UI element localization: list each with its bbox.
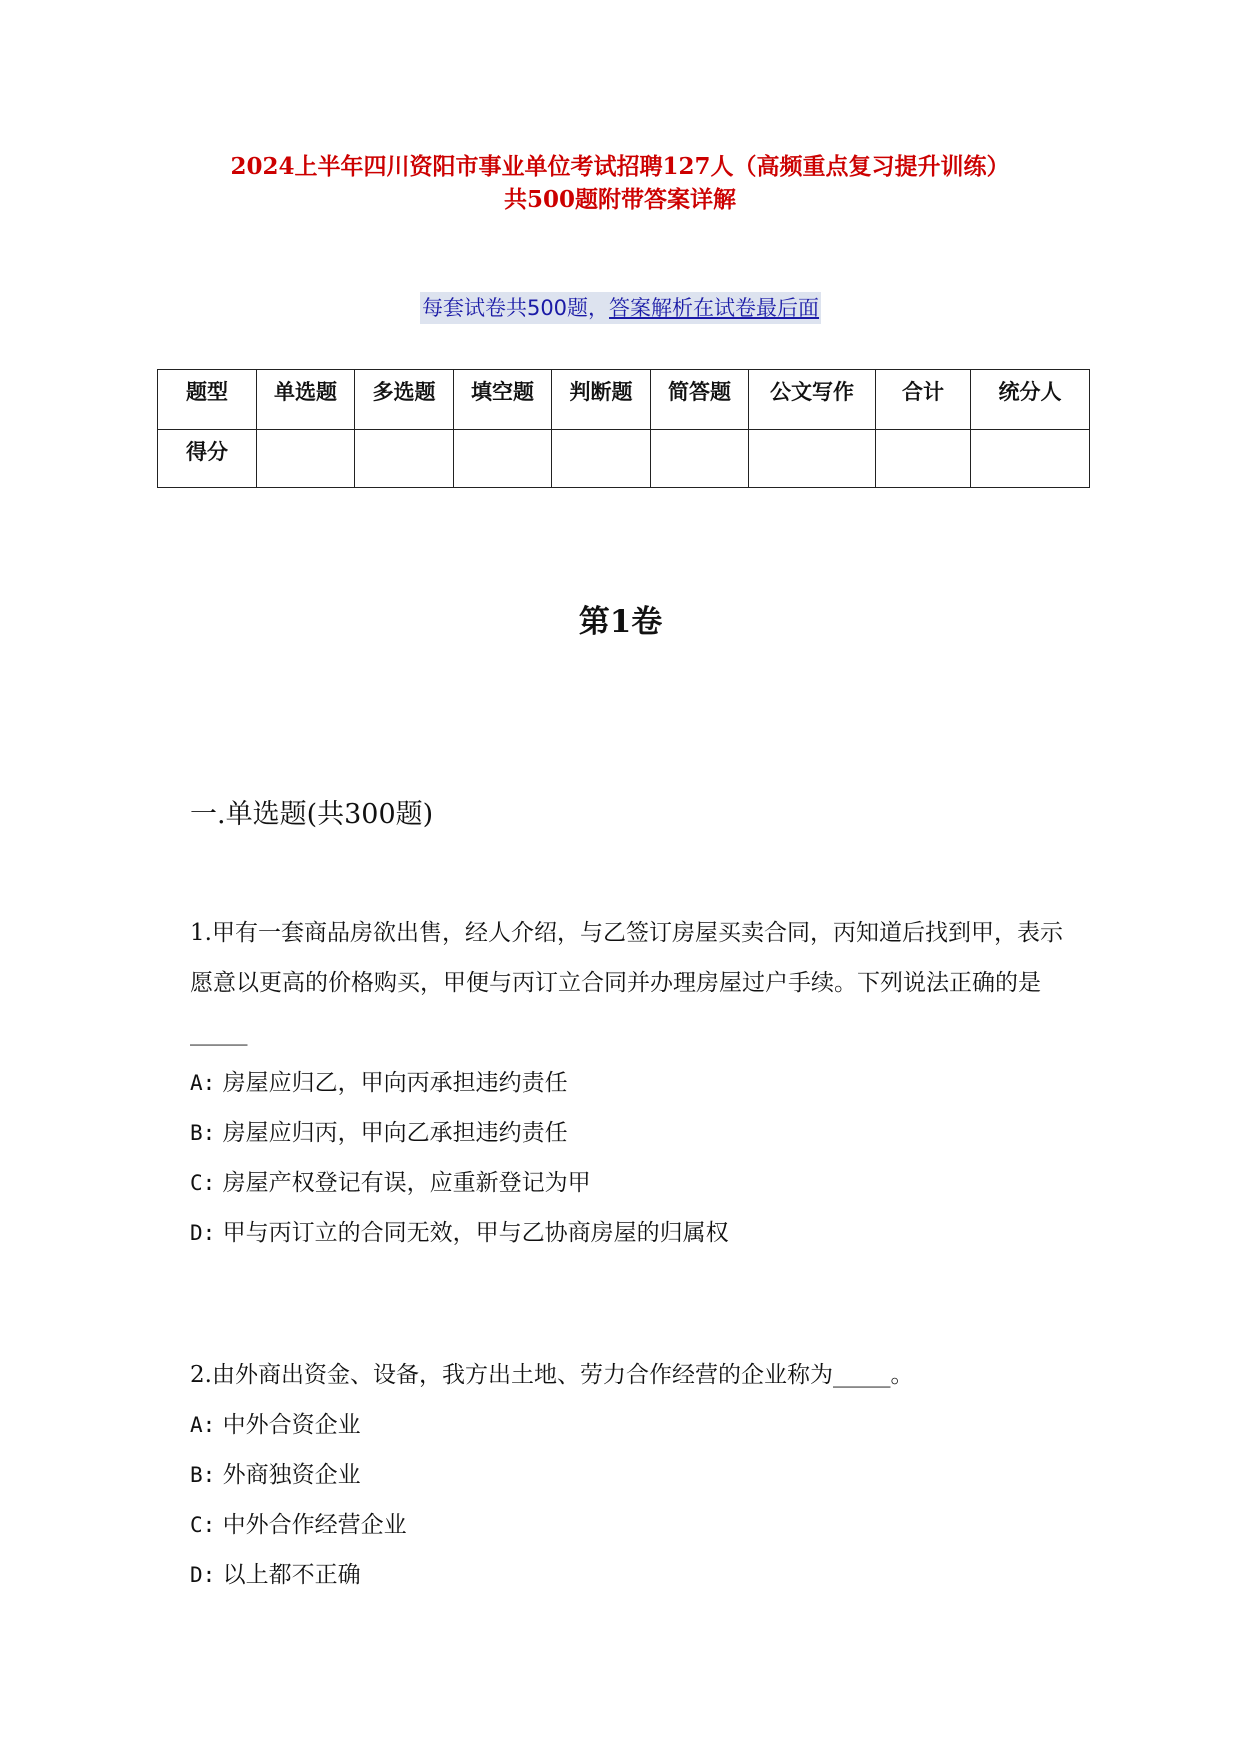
- option-c[interactable]: [190, 1500, 1070, 1550]
- option-text: 房屋应归丙，甲向乙承担违约责任: [222, 1120, 568, 1146]
- option-text: 房屋应归乙，甲向丙承担违约责任: [222, 1070, 568, 1096]
- option-text: 房屋产权登记有误，应重新登记为甲: [222, 1170, 591, 1196]
- option-text: 外商独资企业: [222, 1462, 361, 1488]
- score-cell[interactable]: [876, 430, 971, 488]
- subtitle-part-2: 答案解析在试卷最后面: [609, 296, 820, 320]
- option-text: 中外合作经营企业: [222, 1512, 407, 1538]
- option-d[interactable]: [190, 1208, 1070, 1258]
- score-cell[interactable]: [749, 430, 876, 488]
- option-a[interactable]: [190, 1400, 1070, 1450]
- question-2: [190, 1350, 1070, 1600]
- option-letter: C:: [190, 1513, 216, 1537]
- header-cell: 合计: [876, 370, 971, 430]
- header-cell: 统分人: [971, 370, 1090, 430]
- option-text: 中外合资企业: [222, 1412, 361, 1438]
- option-b[interactable]: [190, 1108, 1070, 1158]
- option-d[interactable]: [190, 1550, 1070, 1600]
- score-cell[interactable]: [257, 430, 355, 488]
- score-cell[interactable]: [454, 430, 552, 488]
- option-letter: A:: [190, 1413, 216, 1437]
- row-label-cell: 得分: [158, 430, 257, 488]
- score-table-score-row: [158, 430, 1090, 488]
- option-letter: D:: [190, 1221, 216, 1245]
- score-table: [157, 369, 1090, 488]
- subtitle-row: [0, 292, 1241, 324]
- section-title: 一.单选题(共300题): [190, 799, 434, 830]
- option-letter: D:: [190, 1563, 216, 1587]
- option-b[interactable]: [190, 1450, 1070, 1500]
- volume-title: 第1卷: [578, 604, 663, 640]
- option-a[interactable]: [190, 1058, 1070, 1108]
- subtitle-part-1: 每套试卷共500题，: [421, 296, 610, 320]
- score-cell[interactable]: [355, 430, 454, 488]
- option-c[interactable]: [190, 1158, 1070, 1208]
- score-table-header-row: [158, 370, 1090, 430]
- option-letter: B:: [190, 1121, 216, 1145]
- document-title: [150, 150, 1090, 216]
- header-cell: 填空题: [454, 370, 552, 430]
- option-text: 以上都不正确: [222, 1562, 361, 1588]
- header-cell: 简答题: [651, 370, 749, 430]
- header-cell: 判断题: [552, 370, 651, 430]
- header-cell: 公文写作: [749, 370, 876, 430]
- title-line-2: 共500题附带答案详解: [503, 186, 736, 213]
- header-cell: 多选题: [355, 370, 454, 430]
- title-line-1: 2024上半年四川资阳市事业单位考试招聘127人（高频重点复习提升训练）: [230, 153, 1010, 180]
- question-1: [190, 908, 1070, 1258]
- option-letter: C:: [190, 1171, 216, 1195]
- option-letter: A:: [190, 1071, 216, 1095]
- subtitle-note: [420, 292, 821, 324]
- question-stem: 1.甲有一套商品房欲出售，经人介绍，与乙签订房屋买卖合同，丙知道后找到甲，表示愿意以更高的价格购买，甲便与丙订立合同并办理房屋过户手续。下列说法正确的是_____: [190, 920, 1063, 1046]
- score-cell[interactable]: [971, 430, 1090, 488]
- option-letter: B:: [190, 1463, 216, 1487]
- header-cell: 题型: [158, 370, 257, 430]
- question-stem: 2.由外商出资金、设备，我方出土地、劳力合作经营的企业称为_____。: [190, 1362, 914, 1388]
- option-text: 甲与丙订立的合同无效，甲与乙协商房屋的归属权: [222, 1220, 729, 1246]
- score-cell[interactable]: [552, 430, 651, 488]
- header-cell: 单选题: [257, 370, 355, 430]
- score-cell[interactable]: [651, 430, 749, 488]
